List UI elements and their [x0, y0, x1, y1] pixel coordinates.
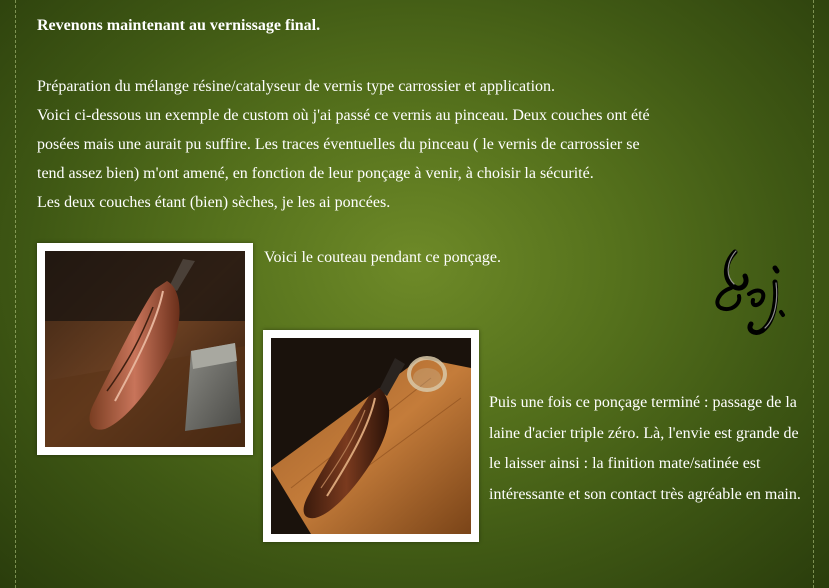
paragraph-line: posées mais une aurait pu suffire. Les traces éventuelles du pinceau ( le vernis de carrossier se — [37, 136, 640, 153]
signature-logo — [705, 238, 805, 350]
right-border-line — [813, 0, 815, 588]
paragraph-line: Préparation du mélange résine/catalyseur de vernis type carrossier et application. — [37, 78, 556, 95]
signature-icon — [705, 238, 805, 350]
intro-paragraph — [37, 72, 797, 217]
left-border-line — [15, 0, 17, 588]
photo-2-caption: Puis une fois ce ponçage terminé : passage de la laine d'acier triple zéro. Là, l'envie est grande de le laisser ainsi : la finition mate/satinée est intéressante et son contact très agréable en main. — [489, 394, 801, 503]
knife-finished-photo[interactable] — [263, 330, 479, 542]
section-heading: Revenons maintenant au vernissage final. — [37, 17, 321, 34]
knife-sanding-icon — [45, 251, 245, 447]
knife-finished-icon — [271, 338, 471, 534]
knife-sanding-photo[interactable] — [37, 243, 253, 455]
paragraph-line: tend assez bien) m'ont amené, en fonction de leur ponçage à venir, à choisir la sécurité. — [37, 165, 594, 182]
photo-1-caption: Voici le couteau pendant ce ponçage. — [264, 249, 501, 266]
paragraph-line: Voici ci-dessous un exemple de custom où j'ai passé ce vernis au pinceau. Deux couches ont été — [37, 107, 650, 124]
paragraph-line: Les deux couches étant (bien) sèches, je les ai poncées. — [37, 194, 391, 211]
